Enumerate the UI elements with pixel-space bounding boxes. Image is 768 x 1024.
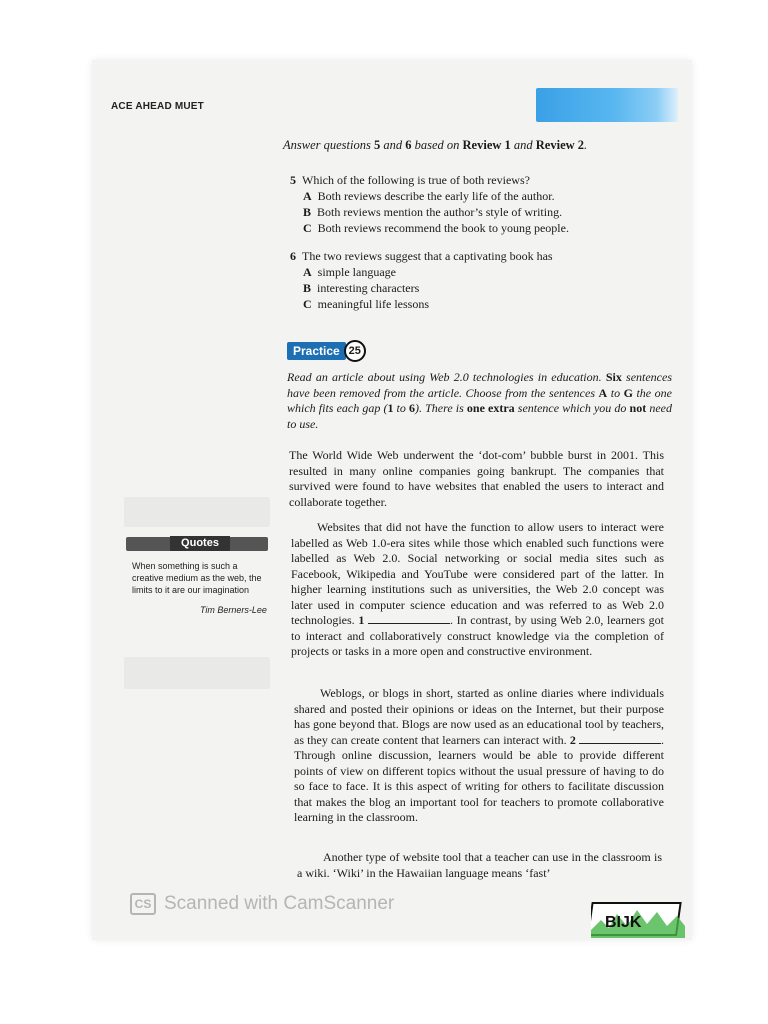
gap-1-number: 1: [358, 613, 365, 627]
article-paragraph-3: Weblogs, or blogs in short, started as online diaries where individuals shared and posted their opinions or ideas on the Internet, but their purpose has gone beyond that. Blogs are now used as an educational tool by teachers, as they can create content that learners can interact with. 2 . Through online discussion, learners would be able to provide different points of view on different topics without the usual pressure of having to do so face to face. It is this aspect of writing for others to facilitate discussion that makes the blog an important tool for teachers to promote collaborative learning in the classroom.: [294, 686, 665, 824]
option-a[interactable]: A Both reviews describe the early life of the author.: [303, 189, 555, 203]
blue-page-tab: [536, 88, 678, 122]
practice-badge: [287, 341, 366, 361]
quotes-label: Quotes: [170, 536, 230, 551]
question-5: [290, 172, 569, 236]
question-number: 5: [290, 173, 296, 187]
option-c[interactable]: C meaningful life lessons: [303, 297, 429, 311]
practice-number: 25: [344, 340, 366, 362]
quote-text: When something is such a creative medium as the web, the limits to it are our imagination: [132, 561, 262, 595]
option-a[interactable]: A simple language: [303, 265, 396, 279]
question-number: 6: [290, 249, 296, 263]
camscanner-icon: CS: [130, 893, 156, 915]
book-title: ACE AHEAD MUET: [111, 101, 204, 112]
camscanner-watermark: [130, 893, 394, 915]
question-6: [290, 248, 553, 312]
show-through-mark: [124, 657, 270, 689]
show-through-mark: [124, 497, 270, 527]
article-paragraph-2: Websites that did not have the function to allow users to interact were labelled as Web 1.0-era sites while those which enabled such functions were labelled as Web 2.0. Social networking or social media sites such as Facebook, Wikipedia and YouTube were considered part of the latter. In higher learning institutions such as universities, the Web 2.0 concept was later used in computer science education and was referred to as Web 2.0 technologies. 1 . In contrast, by using Web 2.0, learners got to interact and collaboratively construct knowledge via the completion of projects or tasks in a more open and constructive environment.: [291, 520, 664, 658]
quote-author: Tim Berners-Lee: [200, 605, 267, 615]
option-c[interactable]: C Both reviews recommend the book to young people.: [303, 221, 569, 235]
watermark-text: Scanned with CamScanner: [164, 893, 395, 914]
gap-1-blank[interactable]: [368, 613, 450, 624]
option-b[interactable]: B interesting characters: [303, 281, 420, 295]
questions-instruction: Answer questions 5 and 6 based on Review 1 and Review 2.: [283, 138, 588, 152]
gap-2-blank[interactable]: [579, 733, 661, 744]
question-text: Which of the following is true of both reviews?: [302, 173, 530, 187]
option-b[interactable]: B Both reviews mention the author’s style of writing.: [303, 205, 563, 219]
gap-2-number: 2: [569, 732, 576, 747]
article-paragraph-1: The World Wide Web underwent the ‘dot-com’ bubble burst in 2001. This resulted in many online companies going bankrupt. The companies that survived were found to have websites that enabled the users to interact and collaborate together.: [289, 448, 664, 509]
question-text: The two reviews suggest that a captivating book has: [302, 249, 553, 263]
practice-instruction: Read an article about using Web 2.0 technologies in education. Six sentences have been removed from the article. Choose from the sentences A to G the one which fits each gap (1 to 6). There is one extra sentence which you do not need to use.: [287, 370, 673, 431]
publisher-logo: [591, 900, 685, 938]
article-paragraph-4: Another type of website tool that a teacher can use in the classroom is a wiki. ‘Wiki’ in the Hawaiian language means ‘fast’: [297, 850, 662, 880]
practice-label: Practice: [287, 342, 346, 360]
logo-text: BIJK: [605, 914, 642, 931]
